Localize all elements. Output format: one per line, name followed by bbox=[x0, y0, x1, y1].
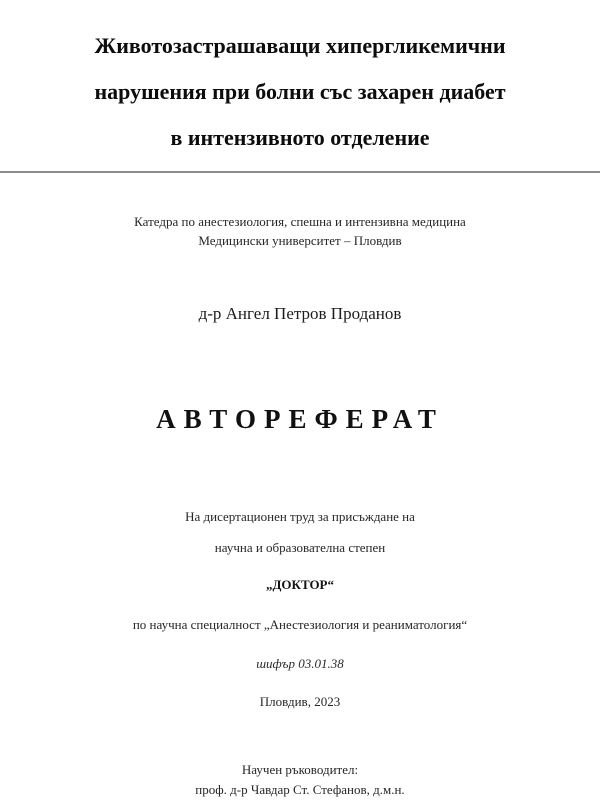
dissertation-title-line-3: в интензивното отделение bbox=[170, 125, 430, 150]
dissertation-title-line-1: Животозастрашаващи хипергликемични bbox=[94, 33, 506, 58]
dissertation-title-line-2: нарушения при болни със захарен диабет bbox=[94, 79, 506, 104]
supervisor-name: проф. д-р Чавдар Ст. Стефанов, д.м.н. bbox=[195, 782, 405, 797]
title-block bbox=[0, 0, 600, 173]
purpose-line-1: На дисертационен труд за присъждане на bbox=[185, 509, 415, 524]
university-name: Медицински университет – Пловдив bbox=[198, 233, 402, 248]
document-type-heading: АВТОРЕФЕРАТ bbox=[156, 404, 444, 434]
degree-title: „ДОКТОР“ bbox=[265, 577, 335, 592]
purpose-line-2: научна и образователна степен bbox=[214, 540, 386, 555]
specialty-code: шифър 03.01.38 bbox=[256, 656, 344, 671]
place-and-year: Пловдив, 2023 bbox=[259, 694, 341, 709]
author-name: д-р Ангел Петров Проданов bbox=[198, 304, 402, 323]
supervisor-label: Научен ръководител: bbox=[241, 762, 359, 777]
scientific-specialty: по научна специалност „Анестезиология и реаниматология“ bbox=[132, 617, 468, 632]
department-name: Катедра по анестезиология, спешна и интензивна медицина bbox=[134, 214, 466, 229]
